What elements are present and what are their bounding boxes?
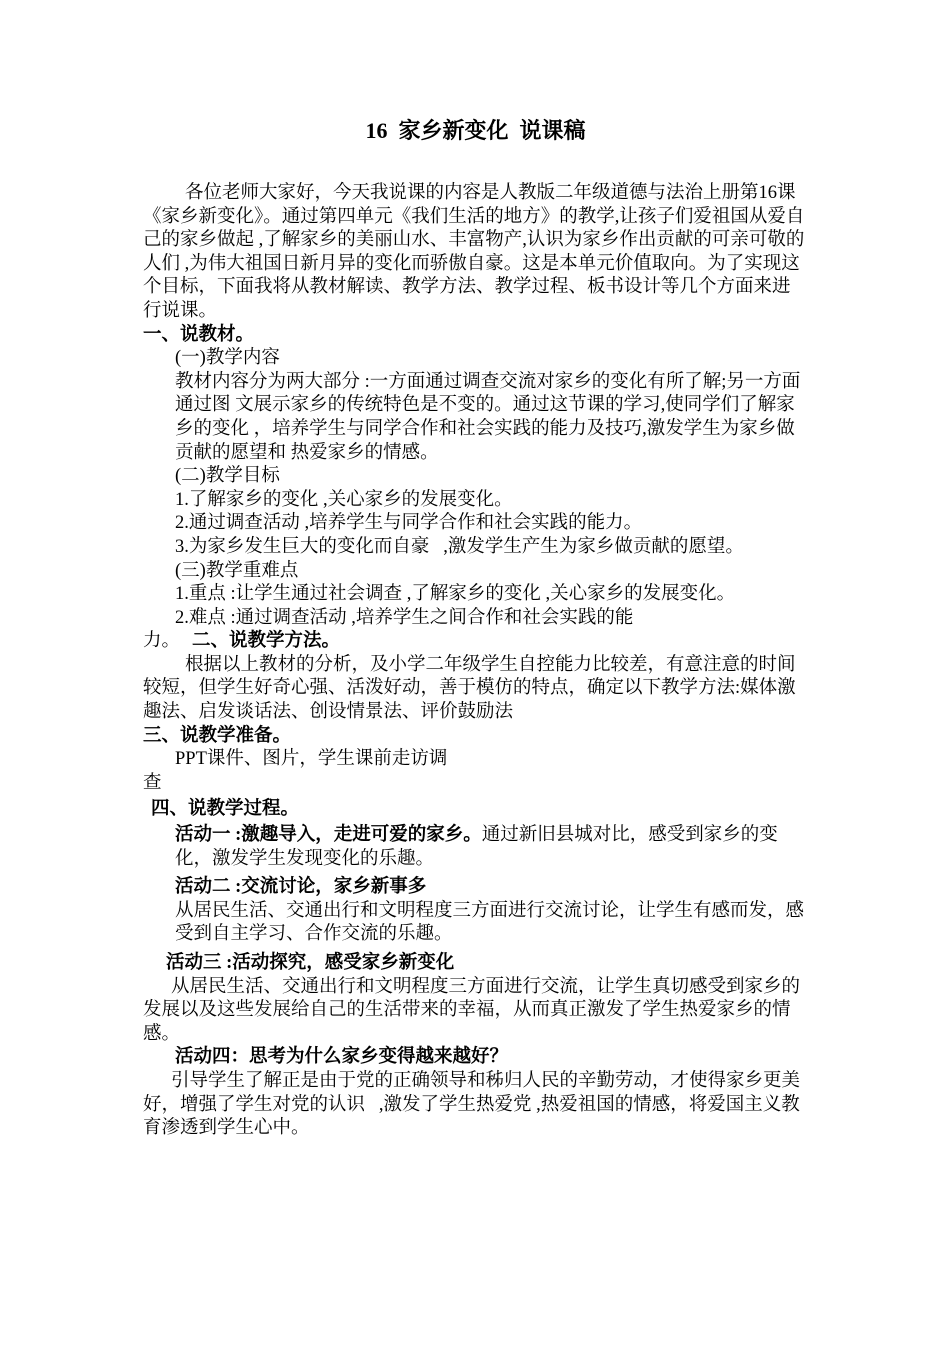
difficult-point: 2.难点 :通过调查活动 ,培养学生之间合作和社会实践的能 <box>175 607 634 628</box>
activity-3-label: 活动三 :活动探究，感受家乡新变化 <box>166 953 455 973</box>
teaching-objectives-heading: (二)教学目标 <box>175 466 280 487</box>
activities-list <box>143 824 808 1141</box>
section-preparation-heading: 三、说教学准备。 <box>143 725 292 746</box>
activity-4-desc: 引导学生了解正是由于党的正确领导和秭归人民的辛勤劳动，才使得家乡更美好，增强了学生对党的认识 ,激发了学生热爱党 ,热爱祖国的情感，将爱国主义教育渗透到学生心中。 <box>143 1070 801 1139</box>
carryover-text: 力。 <box>143 631 181 652</box>
objective-item: 3.为家乡发生巨大的变化而自豪 ,激发学生产生为家乡做贡献的愿望。 <box>175 536 744 557</box>
section-preparation-carryover: 查 <box>143 772 162 793</box>
section-methods-heading-line <box>143 630 808 654</box>
section-methods-body: 根据以上教材的分析，及小学二年级学生自控能力比较差，有意注意的时间较短，但学生好奇心强、活泼好动，善于模仿的特点，确定以下教学方法:媒体激趣法、启发谈话法、创设情景法、评价鼓励法 <box>143 654 796 723</box>
teaching-content-heading: (一)教学内容 <box>175 348 280 369</box>
activity-1-label: 活动一 :激趣导入，走进可爱的家乡。 <box>175 825 482 846</box>
key-point: 1.重点 :让学生通过社会调查 ,了解家乡的变化 ,关心家乡的发展变化。 <box>175 584 736 605</box>
intro-paragraph: 各位老师大家好，今天我说课的内容是人教版二年级道德与法治上册第16课《家乡新变化》。通过第四单元《我们生活的地方》的教学,让孩子们爱祖国从爱自己的家乡做起 ,了解家乡的美丽山水、丰富物产,认识为家乡作出贡献的可亲可敬的人们 ,为伟大祖国日新月异的变化而骄傲自豪。这是本单元价值取向。为了实现这个目标，下面我将从教材解读、教学方法、教学过程、板书设计等几个方面来进行说课。 <box>143 183 805 321</box>
activity-2-label: 活动二 :交流讨论，家乡新事多 <box>175 877 427 898</box>
activity-1-desc: 通过新旧县城对比，感受到家乡的变化，激发学生发现变化的乐趣。 <box>175 825 778 869</box>
section-methods-heading: 二、说教学方法。 <box>192 631 341 652</box>
focus-heading: (三)教学重难点 <box>175 560 299 581</box>
activity-3-desc: 从居民生活、交通出行和文明程度三方面进行交流，让学生真切感受到家乡的发展以及这些发展给自己的生活带来的幸福，从而真正激发了学生热爱家乡的情感。 <box>143 976 801 1044</box>
objective-item: 1.了解家乡的变化 ,关心家乡的发展变化。 <box>175 489 513 510</box>
activity-1 <box>143 824 808 871</box>
section-material-heading: 一、说教材。 <box>143 324 255 345</box>
activity-2-desc: 从居民生活、交通出行和文明程度三方面进行交流讨论，让学生有感而发，感受到自主学习、合作交流的乐趣。 <box>175 900 805 945</box>
section-material-content <box>143 347 808 630</box>
teaching-content-body: 教材内容分为两大部分 :一方面通过调查交流对家乡的变化有所了解;另一方面通过图 文展示家乡的传统特色是不变的。通过这节课的学习,使同学们了解家乡的变化 ，培养学生与同学合作和社会实践的能力及技巧,激发学生为家乡做贡献的愿望和 热爱家乡的情感。 <box>175 371 801 463</box>
section-preparation-body: PPT课件、图片，学生课前走访调 <box>175 749 448 770</box>
doc-title: 16 家乡新变化 说课稿 <box>365 118 586 143</box>
activity-4-label: 活动四：思考为什么家乡变得越来越好？ <box>175 1047 509 1068</box>
objective-item: 2.通过调查活动 ,培养学生与同学合作和社会实践的能力。 <box>175 513 643 534</box>
section-process-heading: 四、说教学过程。 <box>151 799 300 820</box>
